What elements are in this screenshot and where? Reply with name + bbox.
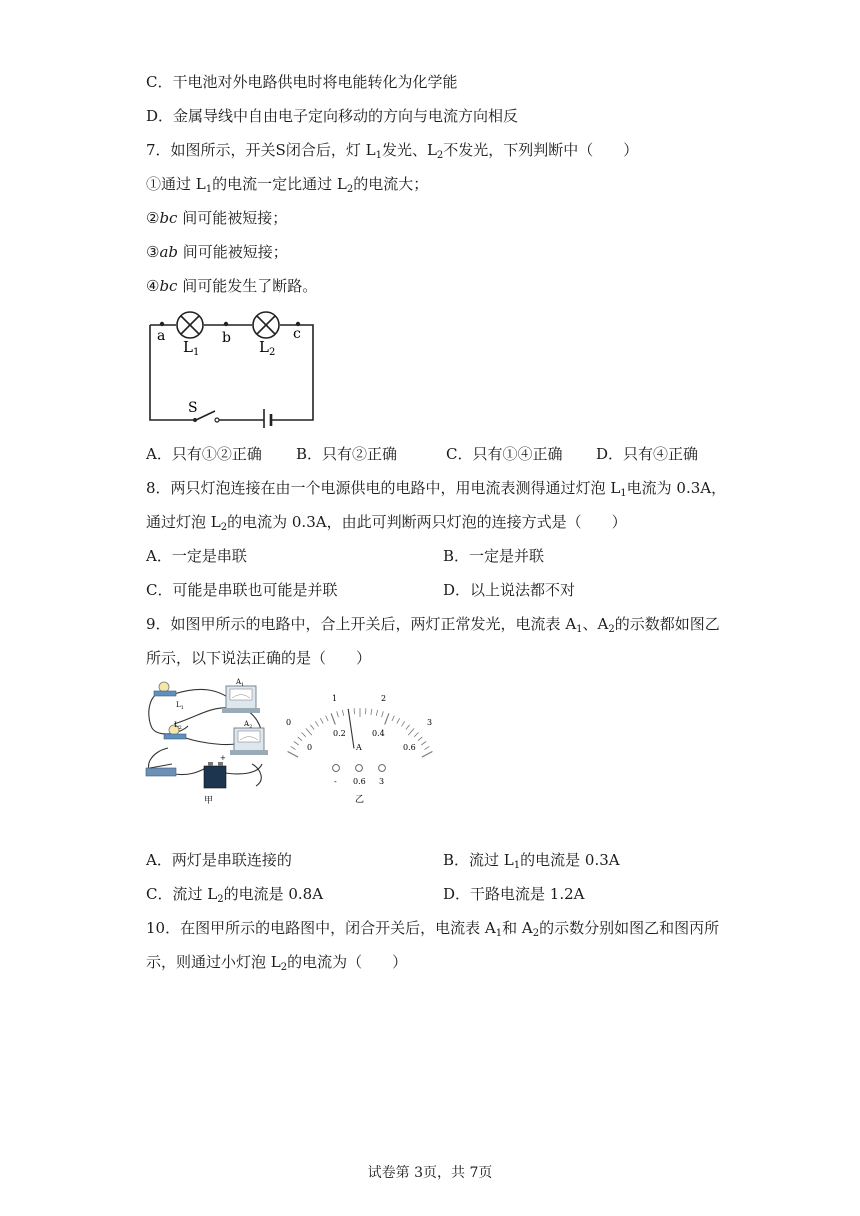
label-c: c bbox=[293, 326, 301, 342]
wire bbox=[220, 764, 262, 774]
inner-tick-0: 0 bbox=[307, 743, 313, 752]
q9-figure-yi bbox=[280, 680, 440, 810]
q8-option-d: D．以上说法都不对 bbox=[443, 581, 576, 599]
battery-icon bbox=[204, 762, 226, 788]
caption-yi: 乙 bbox=[355, 795, 365, 805]
dial-minor-tick bbox=[342, 710, 343, 716]
dial-minor-tick bbox=[397, 718, 400, 723]
q7-statement-1: ①通过 $L_1$的电流一定比通过 $L_2$的电流大； bbox=[146, 175, 429, 195]
label-l2: $L_2$ bbox=[259, 338, 276, 358]
q8-option-b: B．一定是并联 bbox=[443, 547, 545, 565]
q9-option-d: D．干路电流是 1.2A bbox=[443, 885, 585, 903]
battery-plus-label: + bbox=[220, 754, 226, 762]
node-a bbox=[160, 322, 164, 326]
dial-minor-tick bbox=[424, 746, 429, 749]
ammeter-a2-icon bbox=[230, 728, 268, 755]
option-d-prev: D．金属导线中自由电子定向移动的方向与电流方向相反 bbox=[146, 107, 519, 125]
question-8-line2: 通过灯泡 $L_2$的电流为 0.3A，由此可判断两只灯泡的连接方式是（ ） bbox=[146, 513, 627, 533]
page-footer: 试卷第 3页，共 7页 bbox=[367, 1165, 493, 1181]
switch-pivot bbox=[193, 418, 197, 422]
terminal-label-negative: - bbox=[334, 777, 337, 786]
dial-minor-tick bbox=[402, 721, 405, 726]
q8-option-c: C．可能是串联也可能是并联 bbox=[146, 581, 338, 599]
label-a: a bbox=[157, 328, 166, 344]
dial-major-tick bbox=[422, 752, 433, 758]
dial-minor-tick bbox=[306, 728, 312, 735]
label-l1: $L_1$ bbox=[183, 338, 200, 358]
label-s: S bbox=[188, 400, 198, 416]
dial-minor-tick bbox=[371, 709, 372, 715]
q7-option-d: D．只有④正确 bbox=[596, 445, 699, 463]
dial-minor-tick bbox=[406, 725, 410, 730]
node-b bbox=[224, 322, 228, 326]
q7-option-b: B．只有②正确 bbox=[296, 445, 398, 463]
dial-minor-tick bbox=[421, 742, 426, 746]
wire bbox=[174, 768, 206, 775]
question-9-line1: 9．如图甲所示的电路中，合上开关后，两灯正常发光，电流表 $A_1$、$A_2$的示数都如图乙 bbox=[146, 615, 720, 635]
inner-tick-2: 0.4 bbox=[372, 729, 385, 738]
dial-minor-tick bbox=[326, 716, 329, 721]
question-10-line2: 示，则通过小灯泡 $L_2$的电流为（ ） bbox=[146, 953, 408, 973]
wire bbox=[180, 736, 236, 745]
dial-minor-tick bbox=[337, 711, 339, 717]
outer-tick-3: 3 bbox=[427, 718, 433, 727]
ammeter-a1-icon bbox=[222, 686, 260, 713]
label-l2: $L_2$ bbox=[174, 721, 182, 731]
dial-minor-tick bbox=[392, 716, 395, 721]
inner-tick-3: 0.6 bbox=[403, 743, 416, 752]
dial-major-tick bbox=[385, 713, 389, 724]
label-l1: $L_1$ bbox=[176, 701, 184, 711]
dial-minor-tick bbox=[310, 725, 314, 730]
terminal-0-6 bbox=[356, 765, 363, 772]
dial-needle bbox=[348, 709, 354, 749]
q7-option-a: A．只有①②正确 bbox=[146, 445, 262, 463]
dial-major-tick bbox=[331, 713, 335, 724]
lamp-l2-icon bbox=[253, 312, 279, 338]
switch-blade bbox=[196, 411, 215, 420]
q7-statement-3: ③ab 间可能被短接； bbox=[146, 243, 288, 261]
dial-minor-tick bbox=[376, 710, 377, 716]
label-b: b bbox=[222, 330, 231, 346]
label-a2: $A_2$ bbox=[244, 720, 253, 730]
question-8-line1: 8．两只灯泡连接在由一个电源供电的电路中，用电流表测得通过灯泡 $L_1$电流为 0.3A， bbox=[146, 479, 727, 499]
option-c-prev: C．干电池对外电路供电时将电能转化为化学能 bbox=[146, 73, 458, 91]
caption-jia: 甲 bbox=[204, 796, 214, 806]
dial-minor-tick bbox=[414, 733, 418, 737]
q9-option-c: C．流过 $L_2$的电流是 0.8A bbox=[146, 885, 324, 905]
q8-option-a: A．一定是串联 bbox=[146, 547, 247, 565]
dial-minor-tick bbox=[291, 746, 296, 749]
terminal-negative bbox=[333, 765, 340, 772]
dial-unit: A bbox=[356, 743, 362, 752]
q9-option-b: B．流过 $L_1$的电流是 0.3A bbox=[443, 851, 620, 871]
q9-figure-jia bbox=[140, 676, 276, 808]
switch-contact bbox=[215, 418, 219, 422]
terminal-label-0-6: 0.6 bbox=[353, 777, 366, 786]
terminal-3 bbox=[379, 765, 386, 772]
question-7: 7．如图所示，开关S闭合后，灯 $L_1$发光、$L_2$不发光，下列判断中（ ） bbox=[146, 141, 639, 161]
question-9-line2: 所示，以下说法正确的是（ ） bbox=[146, 649, 372, 667]
q7-statement-4: ④bc 间可能发生了断路。 bbox=[146, 277, 318, 295]
inner-tick-1: 0.2 bbox=[333, 729, 346, 738]
dial-minor-tick bbox=[320, 718, 323, 723]
q7-statement-2: ②bc 间可能被短接； bbox=[146, 209, 288, 227]
outer-tick-2: 2 bbox=[381, 694, 387, 703]
q9-option-a: A．两灯是串联连接的 bbox=[146, 851, 292, 869]
dial-minor-tick bbox=[294, 742, 299, 746]
dial-minor-tick bbox=[418, 737, 423, 741]
dial-minor-tick bbox=[302, 733, 306, 737]
dial-minor-tick bbox=[315, 721, 318, 726]
label-a1: $A_1$ bbox=[236, 678, 245, 688]
outer-tick-0: 0 bbox=[286, 718, 292, 727]
dial-minor-tick bbox=[382, 711, 384, 717]
dial-minor-tick bbox=[298, 737, 303, 741]
dial-minor-tick bbox=[408, 728, 414, 735]
switch-icon bbox=[146, 764, 176, 776]
outer-tick-1: 1 bbox=[332, 694, 338, 703]
q7-option-c: C．只有①④正确 bbox=[446, 445, 563, 463]
question-10-line1: 10．在图甲所示的电路图中，闭合开关后，电流表 $A_1$和 $A_2$的示数分别如图乙和图丙所 bbox=[146, 919, 720, 939]
q7-circuit-diagram bbox=[140, 308, 330, 428]
wire bbox=[149, 692, 188, 734]
lamp-l1-icon bbox=[177, 312, 203, 338]
terminal-label-3: 3 bbox=[379, 777, 385, 786]
dial-major-tick bbox=[288, 752, 299, 758]
bulb-l1-icon bbox=[154, 682, 176, 696]
